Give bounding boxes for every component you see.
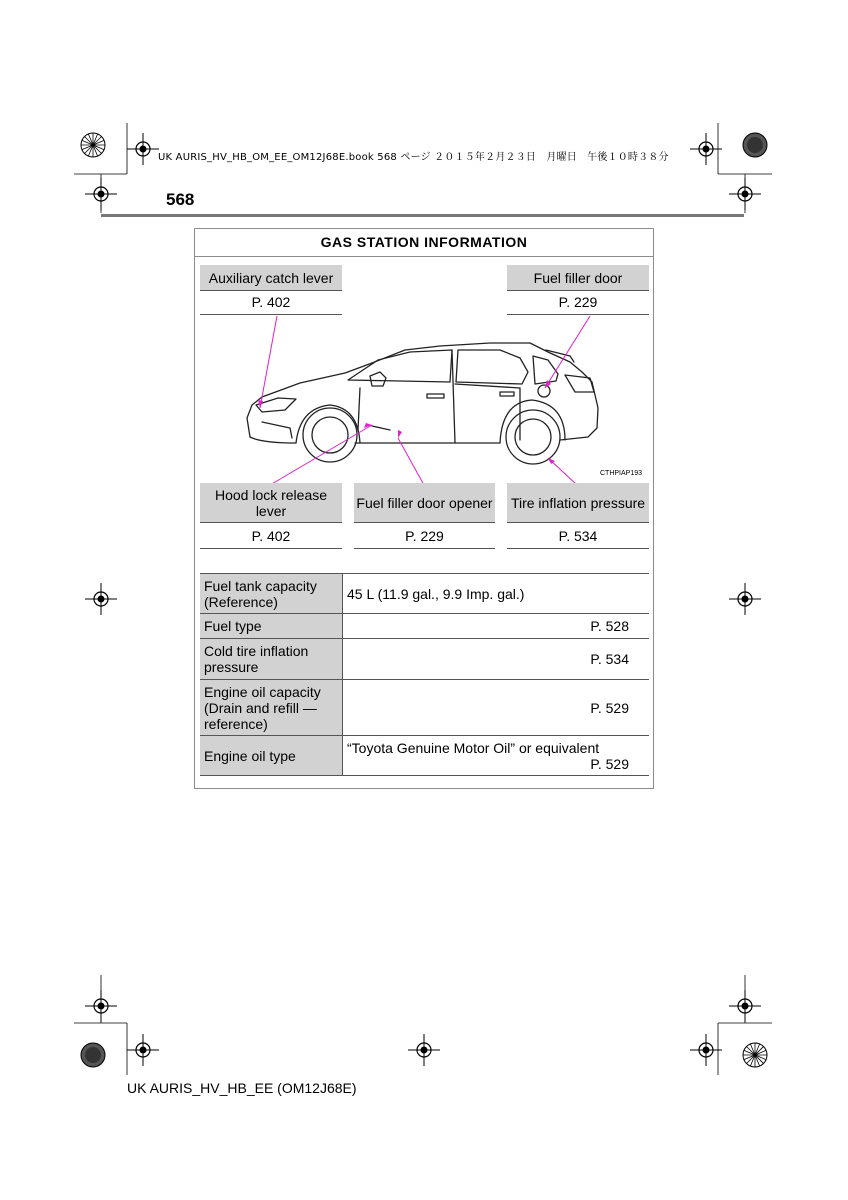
row-label: Engine oil type — [200, 736, 343, 776]
file-info-line: UK AURIS_HV_HB_OM_EE_OM12J68E.book 568 ページ ２０１５年２月２３日 月曜日 午後１０時３８分 — [158, 152, 669, 163]
row-ref: P. 534 — [343, 639, 650, 680]
page-number: 568 — [166, 190, 195, 209]
table-row — [200, 574, 649, 614]
row-ref: P. 529 — [590, 755, 629, 772]
ref-tire-inflation-pressure: P. 534 — [507, 525, 649, 549]
row-label: Engine oil capacity (Drain and refill — reference) — [200, 680, 343, 736]
table-row — [200, 614, 649, 639]
table-row — [200, 680, 649, 736]
section-title: GAS STATION INFORMATION — [195, 229, 653, 257]
footer-text: UK AURIS_HV_HB_EE (OM12J68E) — [127, 1080, 357, 1096]
callout-fuel-filler-door: Fuel filler door — [507, 265, 649, 291]
illustration-code: CTHPIAP193 — [600, 470, 643, 477]
callout-tire-inflation-pressure: Tire inflation pressure — [507, 483, 649, 523]
table-row — [200, 639, 649, 680]
row-value: “Toyota Genuine Motor Oil” or equivalent — [347, 739, 600, 756]
row-label: Fuel type — [200, 614, 343, 639]
row-ref: P. 529 — [343, 680, 650, 736]
row-label: Cold tire inflation pressure — [200, 639, 343, 680]
ref-hood-lock-release-lever: P. 402 — [200, 525, 342, 549]
table-row — [200, 736, 649, 776]
ref-fuel-filler-door-opener: P. 229 — [354, 525, 495, 549]
ref-fuel-filler-door: P. 229 — [507, 291, 649, 315]
row-value: 45 L (11.9 gal., 9.9 Imp. gal.) — [343, 574, 650, 614]
callout-hood-lock-release-lever: Hood lock release lever — [200, 483, 342, 523]
callout-fuel-filler-door-opener: Fuel filler door opener — [354, 483, 495, 523]
row-label: Fuel tank capacity (Reference) — [200, 574, 343, 614]
row-ref: P. 528 — [343, 614, 650, 639]
row-value-cell — [343, 736, 650, 776]
callout-auxiliary-catch-lever: Auxiliary catch lever — [200, 265, 342, 291]
ref-auxiliary-catch-lever: P. 402 — [200, 291, 342, 315]
spec-table — [200, 573, 649, 776]
